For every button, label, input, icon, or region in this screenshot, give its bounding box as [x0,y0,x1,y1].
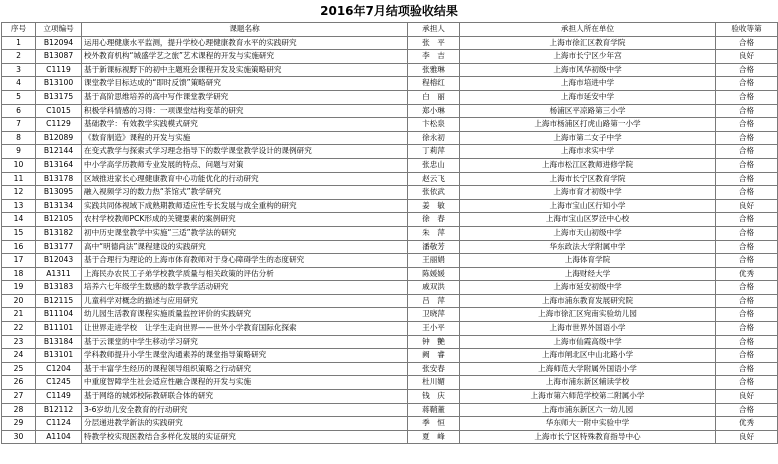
page-title: 2016年7月结项验收结果 [320,4,458,18]
cell-unit: 上海市延安初级中学 [460,281,716,295]
cell-grade: 合格 [716,226,778,240]
cell-person: 张依武 [408,186,460,200]
cell-seq: 10 [2,158,36,172]
cell-topic-name: 培养六七年级学生数感的数学教学活动研究 [82,281,408,295]
cell-grade: 合格 [716,240,778,254]
cell-person: 陈媛媛 [408,267,460,281]
cell-grade: 合格 [716,254,778,268]
table-row [2,308,778,322]
cell-person: 吕 萍 [408,294,460,308]
cell-project-id: B13101 [36,349,82,363]
cell-grade: 良好 [716,50,778,64]
table-row [2,213,778,227]
cell-person: 徐永初 [408,131,460,145]
cell-topic-name: 课堂教学目标达成的“即时反馈”策略研究 [82,77,408,91]
cell-grade: 合格 [716,403,778,417]
cell-topic-name: 农村学校教师PCK形成的关键要素的案例研究 [82,213,408,227]
cell-project-id: B12112 [36,403,82,417]
cell-grade: 合格 [716,63,778,77]
cell-grade: 合格 [716,118,778,132]
cell-seq: 26 [2,376,36,390]
cell-person: 赵云飞 [408,172,460,186]
cell-seq: 22 [2,322,36,336]
cell-unit: 杨浦区平凉路第三小学 [460,104,716,118]
cell-unit: 上海市第六师范学校第二附属小学 [460,390,716,404]
table-row [2,186,778,200]
cell-unit: 上海市延安中学 [460,90,716,104]
cell-project-id: B12115 [36,294,82,308]
cell-grade: 合格 [716,308,778,322]
header-unit: 承担人所在单位 [460,23,716,37]
header-grade: 验收等第 [716,23,778,37]
cell-seq: 27 [2,390,36,404]
cell-person: 蒋鞘董 [408,403,460,417]
cell-grade: 合格 [716,294,778,308]
table-row [2,403,778,417]
cell-person: 张安春 [408,362,460,376]
table-row [2,145,778,159]
cell-person: 徐 春 [408,213,460,227]
cell-seq: 28 [2,403,36,417]
header-person: 承担人 [408,23,460,37]
cell-unit: 上海市杨浦区打虎山路第一小学 [460,118,716,132]
cell-unit: 上海师范大学附属外国语小学 [460,362,716,376]
cell-grade: 合格 [716,186,778,200]
cell-project-id: C1129 [36,118,82,132]
cell-unit: 上海市风华初级中学 [460,63,716,77]
cell-grade: 合格 [716,322,778,336]
cell-person: 李 吉 [408,50,460,64]
cell-seq: 25 [2,362,36,376]
cell-grade: 合格 [716,335,778,349]
cell-topic-name: 3-6岁幼儿安全教育的行动研究 [82,403,408,417]
table-row [2,254,778,268]
table-row [2,390,778,404]
cell-seq: 19 [2,281,36,295]
cell-topic-name: 在变式教学与探索式学习理念指导下的数学课堂教学设计的课例研究 [82,145,408,159]
cell-person: 戚双洪 [408,281,460,295]
cell-person: 朱 萍 [408,226,460,240]
cell-topic-name: 高中“明德尚法”课程建设的实践研究 [82,240,408,254]
cell-person: 程榕红 [408,77,460,91]
cell-seq: 21 [2,308,36,322]
cell-topic-name: 积极学科情感的习得：一项课堂结构变革的研究 [82,104,408,118]
cell-unit: 上海市宝山区行知小学 [460,199,716,213]
table-row [2,417,778,431]
cell-seq: 1 [2,36,36,50]
cell-person: 季 恒 [408,417,460,431]
table-row [2,172,778,186]
cell-seq: 3 [2,63,36,77]
cell-unit: 上海市闸北区中山北路小学 [460,349,716,363]
table-row [2,77,778,91]
table-row [2,349,778,363]
cell-project-id: B11101 [36,322,82,336]
cell-seq: 6 [2,104,36,118]
table-row [2,267,778,281]
cell-project-id: B13177 [36,240,82,254]
cell-project-id: B12094 [36,36,82,50]
cell-seq: 29 [2,417,36,431]
table-row [2,104,778,118]
cell-unit: 上海市浦东新区辅读学校 [460,376,716,390]
cell-seq: 20 [2,294,36,308]
cell-unit: 上海市长宁区教育学院 [460,172,716,186]
cell-unit: 上海市浦东教育发展研究院 [460,294,716,308]
cell-grade: 合格 [716,77,778,91]
cell-seq: 16 [2,240,36,254]
cell-unit: 华东师大一附中实验中学 [460,417,716,431]
table-row [2,281,778,295]
cell-unit: 上海市宝山区罗泾中心校 [460,213,716,227]
cell-seq: 11 [2,172,36,186]
table-row [2,90,778,104]
header-topic-name: 课题名称 [82,23,408,37]
cell-topic-name: 中小学高学历教师专业发展的特点、问题与对策 [82,158,408,172]
cell-project-id: A1311 [36,267,82,281]
cell-seq: 12 [2,186,36,200]
table-row [2,430,778,444]
cell-grade: 合格 [716,131,778,145]
table-row [2,131,778,145]
table-row [2,50,778,64]
cell-grade: 优秀 [716,417,778,431]
cell-topic-name: 中重度智障学生社会适应性融合课程的开发与实施 [82,376,408,390]
cell-topic-name: 基于新课标视野下的初中主题班会课程开发及实施策略研究 [82,63,408,77]
cell-grade: 良好 [716,430,778,444]
cell-person: 阙 睿 [408,349,460,363]
cell-seq: 30 [2,430,36,444]
cell-project-id: C1015 [36,104,82,118]
cell-person: 白 丽 [408,90,460,104]
cell-project-id: B13184 [36,335,82,349]
cell-unit: 上海市仙霞高级中学 [460,335,716,349]
cell-project-id: B13182 [36,226,82,240]
cell-project-id: B13095 [36,186,82,200]
header-row [2,23,778,37]
cell-person: 卞松泉 [408,118,460,132]
table-row [2,240,778,254]
cell-person: 钱 庆 [408,390,460,404]
cell-person: 王丽娟 [408,254,460,268]
cell-unit: 上海市松江区教师进修学院 [460,158,716,172]
cell-topic-name: 运用心理健康水平监测，提升学校心理健康教育水平的实践研究 [82,36,408,50]
cell-grade: 合格 [716,145,778,159]
table-row [2,362,778,376]
cell-unit: 上海市长宁区少年宫 [460,50,716,64]
cell-person: 张忠山 [408,158,460,172]
cell-unit: 华东政法大学附属中学 [460,240,716,254]
cell-unit: 上海市徐汇区教育学院 [460,36,716,50]
cell-person: 张雅琳 [408,63,460,77]
cell-unit: 上海市浦东新区六一幼儿园 [460,403,716,417]
cell-grade: 良好 [716,199,778,213]
cell-person: 姜 敏 [408,199,460,213]
cell-seq: 23 [2,335,36,349]
results-table [1,22,778,444]
cell-unit: 上海市培进中学 [460,77,716,91]
cell-grade: 合格 [716,349,778,363]
cell-grade: 合格 [716,213,778,227]
cell-topic-name: 基于云课堂的中学生移动学习研究 [82,335,408,349]
cell-grade: 合格 [716,281,778,295]
cell-person: 丁莉萍 [408,145,460,159]
table-row [2,376,778,390]
cell-seq: 24 [2,349,36,363]
cell-grade: 合格 [716,172,778,186]
cell-unit: 上海市求实中学 [460,145,716,159]
table-row [2,36,778,50]
cell-seq: 15 [2,226,36,240]
cell-grade: 优秀 [716,267,778,281]
cell-topic-name: 基础教学：有效教学实践模式研究 [82,118,408,132]
cell-topic-name: 基于网络的城郊校际教研联合体的研究 [82,390,408,404]
table-row [2,322,778,336]
cell-topic-name: 融入视频学习的数力热“茶馆式”教学研究 [82,186,408,200]
table-row [2,226,778,240]
table-row [2,199,778,213]
cell-topic-name: 让世界走进学校 让学生走向世界——世外小学教育国际化探索 [82,322,408,336]
cell-topic-name: 分层递进教学新法的实践研究 [82,417,408,431]
cell-grade: 合格 [716,362,778,376]
cell-topic-name: 幼儿园生活教育课程实施质量监控评价的实践研究 [82,308,408,322]
cell-grade: 合格 [716,158,778,172]
cell-person: 卫晓萍 [408,308,460,322]
header-project-id: 立项编号 [36,23,82,37]
cell-grade: 合格 [716,376,778,390]
cell-unit: 上海市天山初级中学 [460,226,716,240]
cell-project-id: B12105 [36,213,82,227]
cell-topic-name: 特教学校实现医教结合多样化发展的实证研究 [82,430,408,444]
cell-grade: 合格 [716,90,778,104]
cell-unit: 上海市世界外国语小学 [460,322,716,336]
cell-project-id: C1204 [36,362,82,376]
table-row [2,294,778,308]
cell-project-id: A1104 [36,430,82,444]
cell-project-id: B13087 [36,50,82,64]
cell-person: 杜川媚 [408,376,460,390]
cell-project-id: B12043 [36,254,82,268]
cell-seq: 5 [2,90,36,104]
table-row [2,63,778,77]
cell-project-id: C1149 [36,390,82,404]
cell-person: 潘敬芳 [408,240,460,254]
table-row [2,158,778,172]
cell-topic-name: 学科教师提升小学生课堂沟通素养的课堂指导策略研究 [82,349,408,363]
cell-project-id: B13175 [36,90,82,104]
cell-topic-name: 初中历史课堂教学中实施“三适”教学法的研究 [82,226,408,240]
cell-seq: 9 [2,145,36,159]
cell-topic-name: 区域推进家长心理健康教育中心功能优化的行动研究 [82,172,408,186]
cell-topic-name: 《数育制造》课程的开发与实施 [82,131,408,145]
cell-seq: 18 [2,267,36,281]
cell-project-id: B13100 [36,77,82,91]
cell-project-id: B12089 [36,131,82,145]
cell-unit: 上海市第二女子中学 [460,131,716,145]
cell-seq: 8 [2,131,36,145]
cell-unit: 上海财经大学 [460,267,716,281]
cell-topic-name: 上海民办农民工子弟学校教学质量与相关政策的评估分析 [82,267,408,281]
cell-project-id: B13178 [36,172,82,186]
cell-person: 郑小琳 [408,104,460,118]
cell-unit: 上海体育学院 [460,254,716,268]
cell-person: 钟 艷 [408,335,460,349]
header-seq: 序号 [2,23,36,37]
cell-seq: 2 [2,50,36,64]
cell-project-id: C1245 [36,376,82,390]
cell-project-id: C1124 [36,417,82,431]
cell-project-id: C1119 [36,63,82,77]
cell-seq: 4 [2,77,36,91]
cell-project-id: B13164 [36,158,82,172]
cell-grade: 合格 [716,104,778,118]
cell-seq: 14 [2,213,36,227]
cell-project-id: B12144 [36,145,82,159]
cell-unit: 上海市长宁区特殊教育指导中心 [460,430,716,444]
cell-unit: 上海市育才初级中学 [460,186,716,200]
cell-person: 张 平 [408,36,460,50]
cell-topic-name: 基于高阶思维培养的高中写作课堂教学研究 [82,90,408,104]
cell-person: 王小平 [408,322,460,336]
cell-topic-name: 校外教育机构“城盛学艺之旅”艺术课程的开发与实施研究 [82,50,408,64]
cell-topic-name: 实践共同体视域下成熟期教师适应性专长发展与成全重构的研究 [82,199,408,213]
cell-unit: 上海市徐汇区宛南实验幼儿园 [460,308,716,322]
cell-seq: 17 [2,254,36,268]
table-row [2,118,778,132]
cell-person: 夏 峰 [408,430,460,444]
table-row [2,335,778,349]
cell-grade: 良好 [716,390,778,404]
cell-seq: 13 [2,199,36,213]
cell-topic-name: 基于合理行为理论的上海市体育教师对于身心障碍学生的态度研究 [82,254,408,268]
cell-topic-name: 儿童科学对概念的描述与应用研究 [82,294,408,308]
cell-seq: 7 [2,118,36,132]
cell-project-id: B11104 [36,308,82,322]
cell-grade: 合格 [716,36,778,50]
cell-project-id: B13183 [36,281,82,295]
cell-project-id: B13134 [36,199,82,213]
cell-topic-name: 基于丰富学生经历的课程领导组织策略之行动研究 [82,362,408,376]
